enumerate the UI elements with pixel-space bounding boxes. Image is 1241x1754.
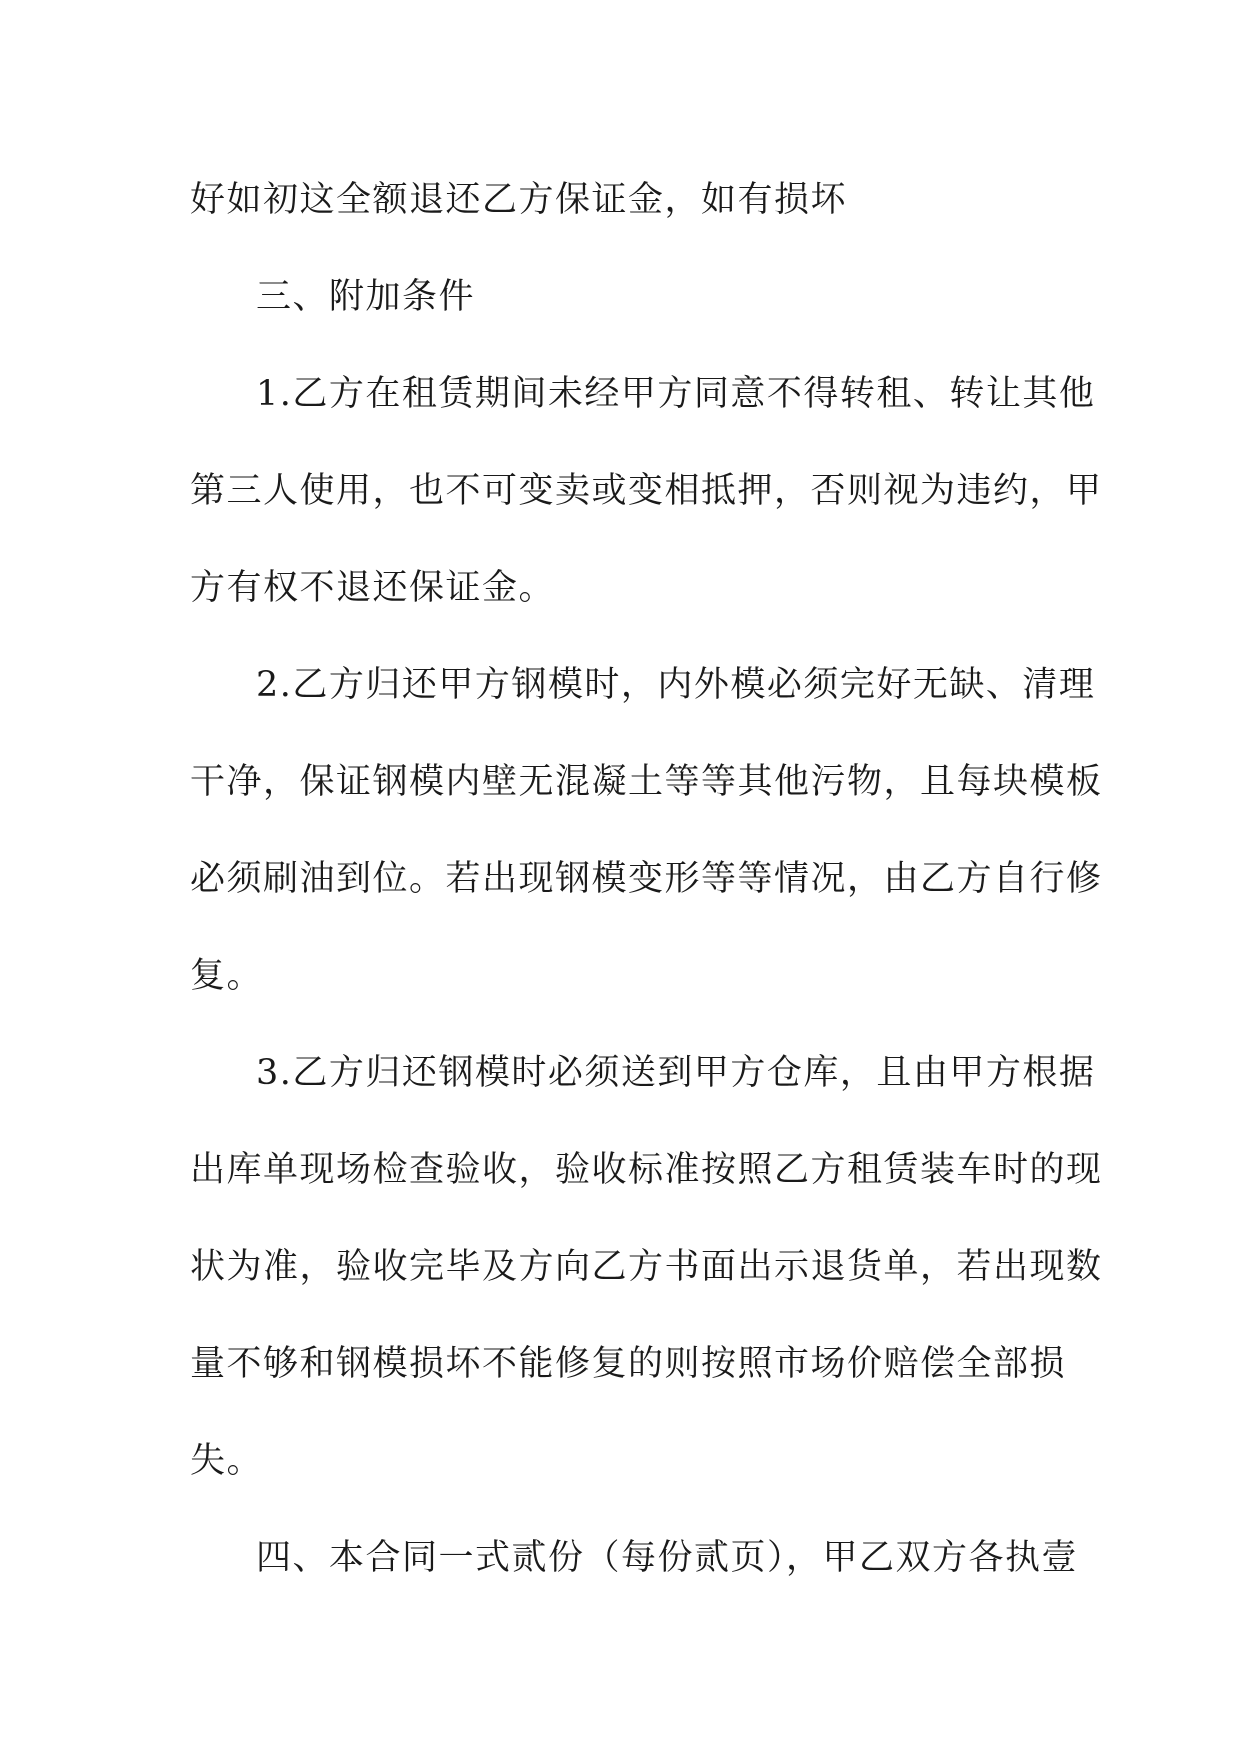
body-line: 好如初这全额退还乙方保证金，如有损坏	[190, 180, 848, 220]
body-line: 状为准，验收完毕及方向乙方书面出示退货单，若出现数	[190, 1247, 1103, 1287]
body-line: 失。	[190, 1441, 264, 1481]
clause-line: 1.乙方在租赁期间未经甲方同意不得转租、转让其他	[256, 374, 1096, 414]
body-line: 出库单现场检查验收，验收标准按照乙方租赁装车时的现	[190, 1150, 1103, 1190]
body-line: 量不够和钢模损坏不能修复的则按照市场价赔偿全部损	[190, 1344, 1067, 1384]
clause-line: 3.乙方归还钢模时必须送到甲方仓库，且由甲方根据	[256, 1053, 1096, 1093]
body-line: 复。	[190, 956, 264, 996]
clause-line: 2.乙方归还甲方钢模时，内外模必须完好无缺、清理	[256, 665, 1096, 705]
section-heading: 四、本合同一式贰份（每份贰页），甲乙双方各执壹	[256, 1538, 1079, 1578]
body-line: 方有权不退还保证金。	[190, 568, 556, 608]
body-line: 第三人使用，也不可变卖或变相抵押，否则视为违约，甲	[190, 471, 1103, 511]
section-heading: 三、附加条件	[256, 277, 476, 317]
body-line: 必须刷油到位。若出现钢模变形等等情况，由乙方自行修	[190, 859, 1103, 899]
body-line: 干净，保证钢模内壁无混凝土等等其他污物，且每块模板	[190, 762, 1103, 802]
